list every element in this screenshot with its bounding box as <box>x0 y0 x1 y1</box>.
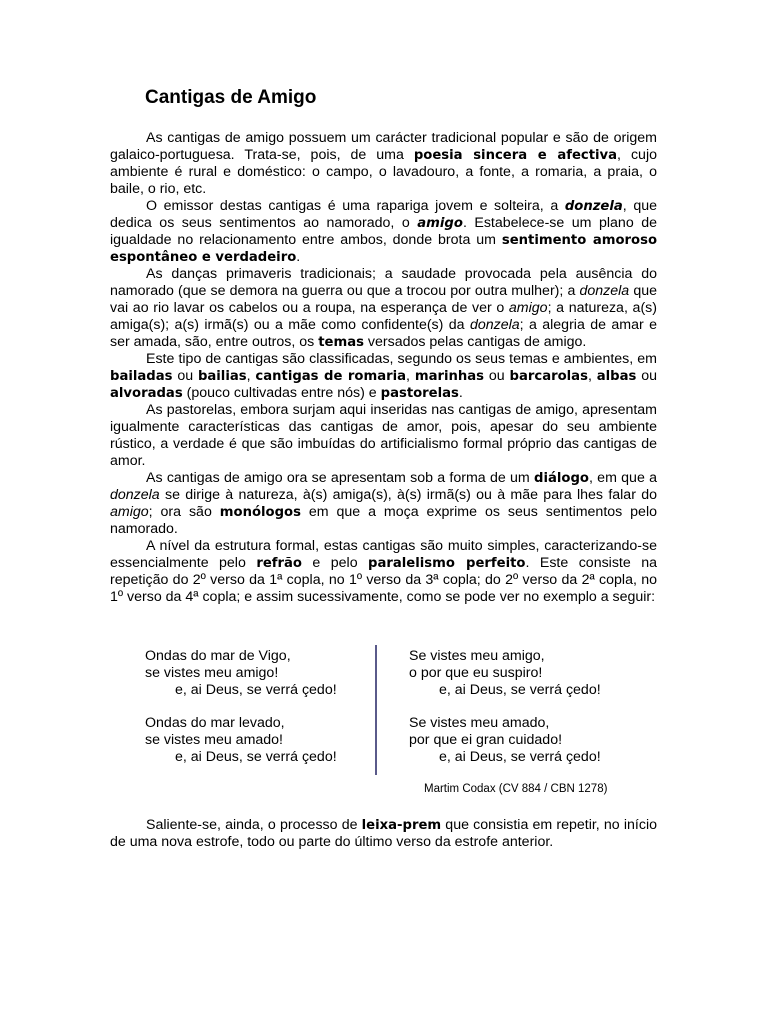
paragraph <box>110 402 657 470</box>
text-run: que consistia em repetir, no início de uma nova estrofe, todo ou parte do último verso da estrofe anterior. <box>110 817 657 850</box>
emphasis-text: marinhas <box>414 369 485 384</box>
text-run: ou <box>484 368 510 384</box>
emphasis-text: sentimento amoroso espontâneo e verdadeiro <box>110 233 658 265</box>
text-run: ou <box>636 368 657 384</box>
text-run: ; a natureza, a(s) amiga(s); a(s) irmã(s) ou a mãe como confidente(s) da <box>110 300 657 333</box>
text-run: . Estabelece-se um plano de igualdade no relacionamento entre ambos, donde brota um <box>110 215 657 248</box>
text-run: As cantigas de amigo ora se apresentam sob a forma de um <box>146 470 535 486</box>
text-run: , <box>587 368 597 384</box>
emphasis-text: amigo <box>110 504 149 520</box>
poem-line: se vistes meu amado! <box>145 732 283 748</box>
poem-line: Ondas do mar de Vigo, <box>145 648 291 664</box>
text-run: ; a alegria de amar e ser amada, são, entre outros, os <box>110 317 657 350</box>
emphasis-text: donzela <box>579 283 630 299</box>
paragraph <box>110 351 657 402</box>
poem-line: Se vistes meu amado, <box>409 715 550 731</box>
emphasis-text: temas <box>318 335 364 350</box>
text-run: . Este consiste na repetição do 2º verso da 1ª copla, no 1º verso da 3ª copla; do 2º verso da 2ª copla, no 1º verso da 4ª copla; e assim sucessivamente, como se pode ver no exemplo a seguir: <box>110 555 657 605</box>
emphasis-text: poesia sincera e afectiva <box>413 148 618 163</box>
emphasis-text: amigo <box>508 300 548 316</box>
text-run: , em que a <box>588 470 657 486</box>
poem-column-left <box>145 648 385 782</box>
emphasis-text: bailadas <box>110 369 173 384</box>
poem-stanza <box>409 715 649 766</box>
poem-line: Ondas do mar levado, <box>145 715 285 731</box>
emphasis-text: cantigas de romaria <box>255 369 407 384</box>
closing-paragraph <box>110 817 657 851</box>
emphasis-text: leixa-prem <box>361 818 442 833</box>
poem-citation: Martim Codax (CV 884 / CBN 1278) <box>424 783 608 795</box>
text-run: versados pelas cantigas de amigo. <box>363 334 587 350</box>
emphasis-text: refrão <box>256 556 302 571</box>
paragraph <box>110 538 657 606</box>
text-run: Saliente-se, ainda, o processo de <box>146 817 362 833</box>
emphasis-text: donzela <box>110 487 160 503</box>
emphasis-text: diálogo <box>534 471 589 486</box>
page-title: Cantigas de Amigo <box>145 87 317 108</box>
poem-refrain: e, ai Deus, se verrá çedo! <box>175 682 337 698</box>
emphasis-text: paralelismo perfeito <box>368 556 526 571</box>
paragraph <box>110 266 657 351</box>
poem-line: o por que eu suspiro! <box>409 665 543 681</box>
emphasis-text: alvoradas <box>110 386 183 401</box>
paragraph <box>110 470 657 538</box>
text-run: e pelo <box>301 555 369 571</box>
poem-divider <box>375 645 377 775</box>
text-run: que vai ao rio lavar os cabelos ou a roupa, na esperança de ver o <box>110 283 657 316</box>
poem-line: por que ei gran cuidado! <box>409 732 563 748</box>
emphasis-text: barcarolas <box>509 369 588 384</box>
body-text <box>110 130 657 606</box>
closing-paragraph-container <box>110 817 657 851</box>
paragraph <box>110 198 657 266</box>
text-run: . <box>458 385 463 401</box>
emphasis-text: monólogos <box>219 505 301 520</box>
poem-stanza <box>409 648 649 699</box>
poem-refrain: e, ai Deus, se verrá çedo! <box>439 749 601 765</box>
text-run: se dirige à natureza, à(s) amiga(s), à(s) irmã(s) ou à mãe para lhes falar do <box>159 487 657 503</box>
text-run: , cujo ambiente é rural e doméstico: o campo, o lavadouro, a fonte, a romaria, a praia, o baile, o rio, etc. <box>110 147 657 197</box>
text-run: ou <box>172 368 198 384</box>
text-run: As cantigas de amigo possuem um carácter tradicional popular e são de origem galaico-portuguesa. Trata-se, pois, de uma <box>110 130 657 163</box>
text-run: . <box>296 249 301 265</box>
text-run: ; ora são <box>148 504 220 520</box>
text-run: O emissor destas cantigas é uma rapariga jovem e solteira, a <box>146 198 565 214</box>
text-run: em que a moça exprime os seus sentimentos pelo namorado. <box>110 504 657 537</box>
poem-refrain: e, ai Deus, se verrá çedo! <box>175 749 337 765</box>
poem-column-right <box>409 648 649 782</box>
text-run: As danças primaveris tradicionais; a saudade provocada pela ausência do namorado (que se demora na guerra ou que a trocou por outra mulher); a <box>110 266 657 299</box>
text-run: , <box>406 368 415 384</box>
text-run: A nível da estrutura formal, estas cantigas são muito simples, caracterizando-se essencialmente pelo <box>110 538 657 571</box>
poem-refrain: e, ai Deus, se verrá çedo! <box>439 682 601 698</box>
text-run: As pastorelas, embora surjam aqui inseridas nas cantigas de amigo, apresentam igualmente características das cantigas de amor, pois, apesar do seu ambiente rústico, a verdade é que são imbuídas do artificialismo formal próprio das cantigas de amor. <box>110 402 657 469</box>
emphasis-text: donzela <box>564 199 623 214</box>
poem-stanza <box>145 648 385 699</box>
text-run: , <box>246 368 256 384</box>
emphasis-text: donzela <box>469 317 520 333</box>
text-run: Este tipo de cantigas são classificadas, segundo os seus temas e ambientes, em <box>146 351 657 367</box>
poem-stanza <box>145 715 385 766</box>
poem-line: Se vistes meu amigo, <box>409 648 545 664</box>
poem-line: se vistes meu amigo! <box>145 665 279 681</box>
paragraph <box>110 130 657 198</box>
emphasis-text: bailias <box>197 369 247 384</box>
emphasis-text: pastorelas <box>380 386 459 401</box>
text-run: (pouco cultivadas entre nós) e <box>182 385 381 401</box>
text-run: , que dedica os seus sentimentos ao namorado, o <box>110 198 657 231</box>
emphasis-text: amigo <box>417 216 463 231</box>
emphasis-text: albas <box>596 369 637 384</box>
